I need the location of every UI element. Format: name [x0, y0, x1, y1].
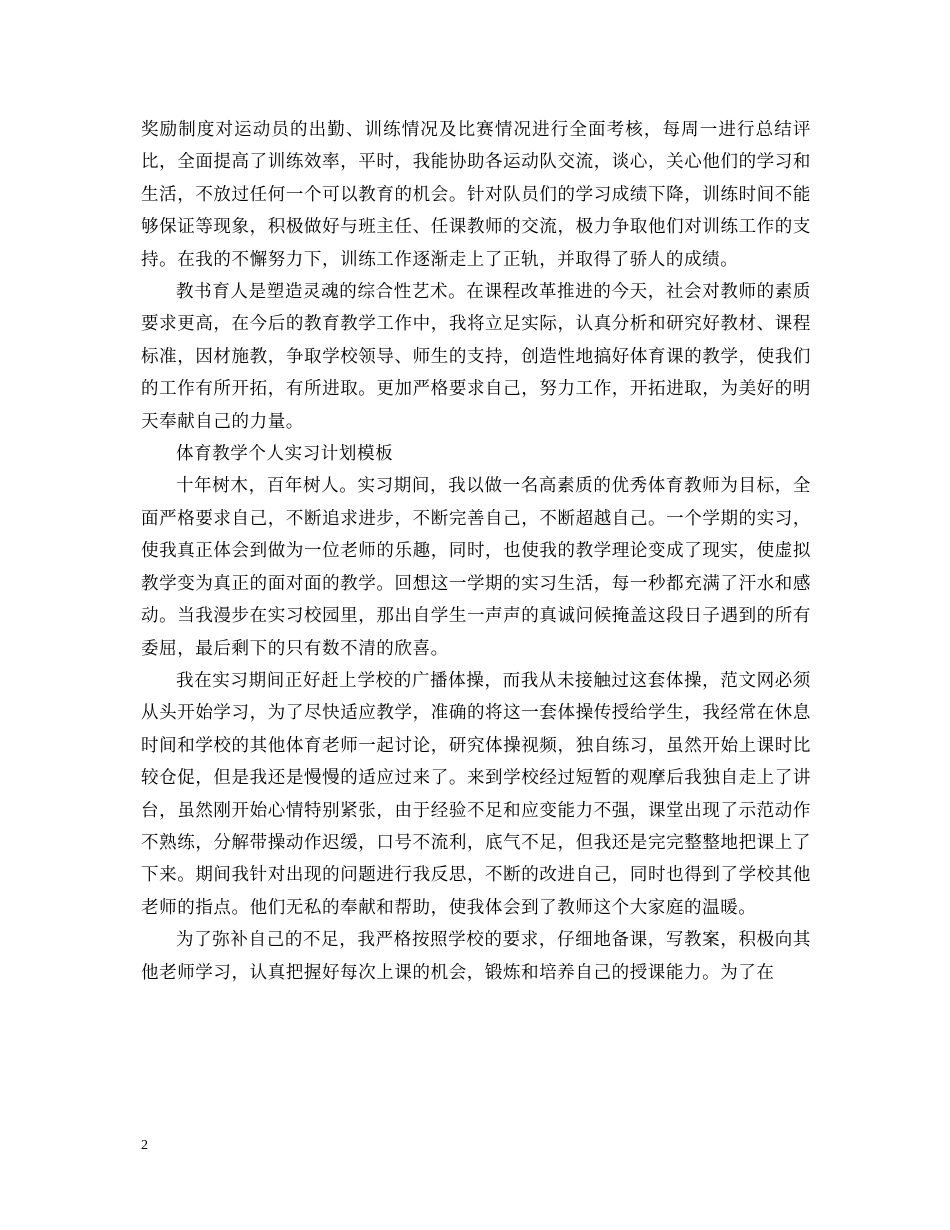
- page-number: 2: [141, 1138, 148, 1153]
- paragraph-improvement: 为了弥补自己的不足，我严格按照学校的要求，仔细地备课，写教案，积极向其他老师学习，认真把握好每次上课的机会，锻炼和培养自己的授课能力。为了在: [141, 930, 811, 983]
- paragraph-training-reward: 奖励制度对运动员的出勤、训练情况及比赛情况进行全面考核，每周一进行总结评比，全面提高了训练效率，平时，我能协助各运动队交流，谈心，关心他们的学习和生活，不放过任何一个可以教育的机会。针对队员们的学习成绩下降，训练时间不能够保证等现象，积极做好与班主任、任课教师的交流，极力争取他们对训练工作的支持。在我的不懈努力下，训练工作逐渐走上了正轨，并取得了骄人的成绩。: [141, 120, 811, 270]
- paragraph-internship-goal: 十年树木，百年树人。实习期间，我以做一名高素质的优秀体育教师为目标，全面严格要求自己，不断追求进步，不断完善自己，不断超越自己。一个学期的实习，使我真正体会到做为一位老师的乐趣，同时，也使我的教学理论变成了现实，使虚拟教学变为真正的面对面的教学。回想这一学期的实习生活，每一秒都充满了汗水和感动。当我漫步在实习校园里，那出自学生一声声的真诚问候掩盖这段日子遇到的所有委屈，最后剩下的只有数不清的欣喜。: [141, 476, 811, 659]
- document-body: [141, 114, 811, 989]
- section-heading: 体育教学个人实习计划模板: [176, 444, 394, 465]
- paragraph-broadcast-exercise: 我在实习期间正好赶上学校的广播体操，而我从未接触过这套体操，范文网必须从头开始学习，为了尽快适应教学，准确的将这一套体操传授给学生，我经常在休息时间和学校的其他体育老师一起讨论，研究体操视频，独自练习，虽然开始上课时比较仓促，但是我还是慢慢的适应过来了。来到学校经过短暂的观摩后我独自走上了讲台，虽然刚开始心情特别紧张，由于经验不足和应变能力不强，课堂出现了示范动作不熟练，分解带操动作迟缓，口号不流利，底气不足，但我还是完完整整地把课上了下来。期间我针对出现的问题进行我反思，不断的改进自己，同时也得到了学校其他老师的指点。他们无私的奉献和帮助，使我体会到了教师这个大家庭的温暖。: [141, 670, 811, 918]
- paragraph-teaching-art: 教书育人是塑造灵魂的综合性艺术。在课程改革推进的今天，社会对教师的素质要求更高，在今后的教育教学工作中，我将立足实际，认真分析和研究好教材、课程标准，因材施教，争取学校领导、师生的支持，创造性地搞好体育课的教学，使我们的工作有所开拓，有所进取。更加严格要求自己，努力工作，开拓进取，为美好的明天奉献自己的力量。: [141, 282, 811, 432]
